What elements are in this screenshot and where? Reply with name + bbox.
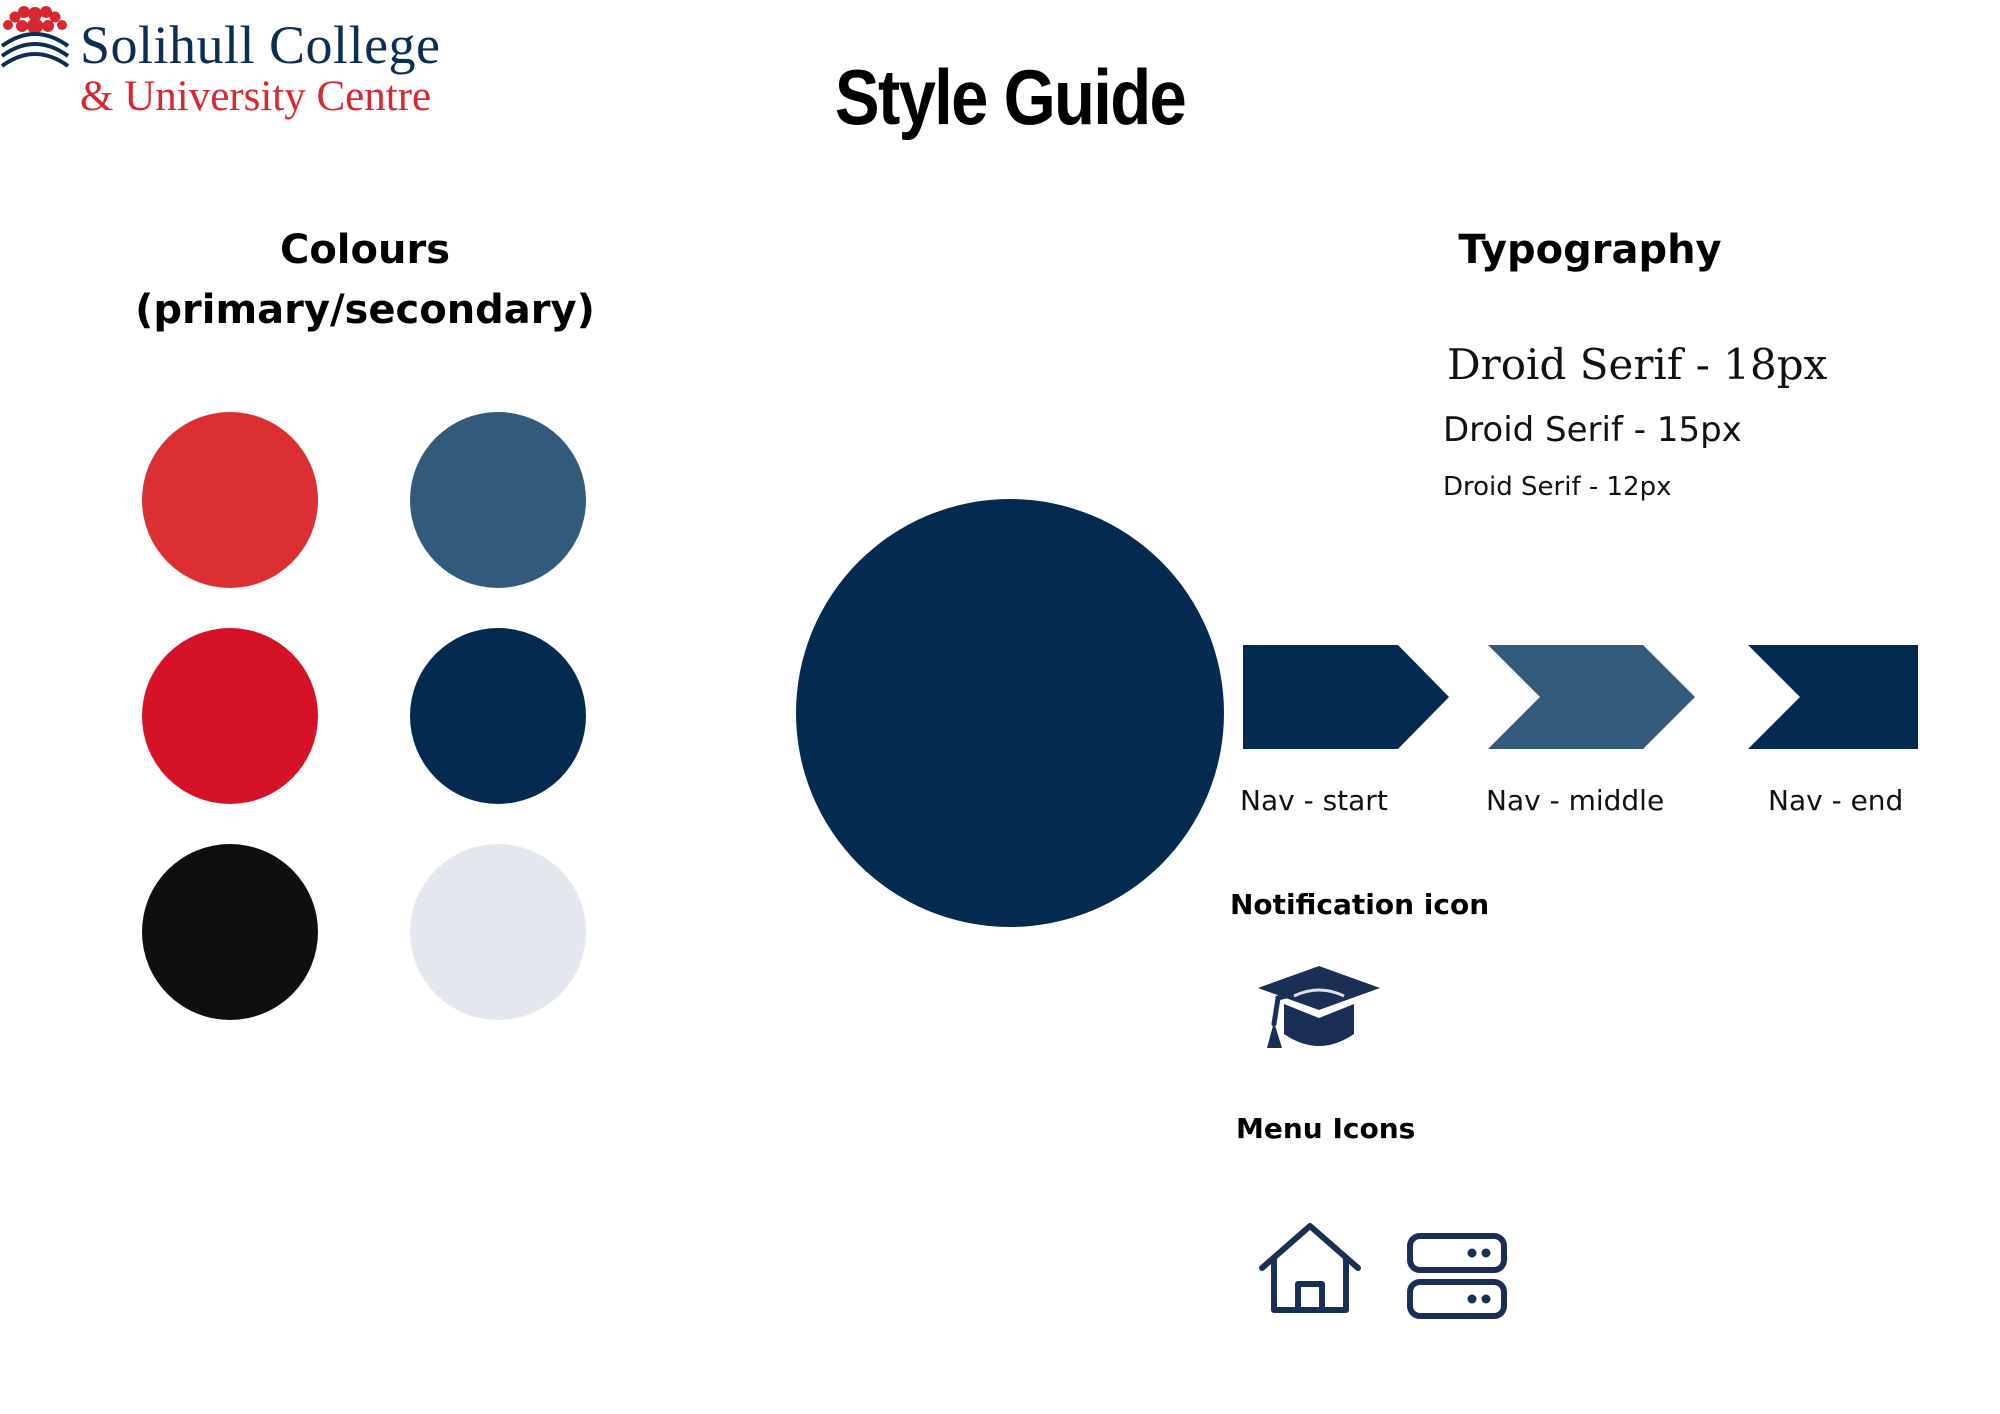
server-icon[interactable] [1406,1232,1508,1324]
college-logo [0,0,460,140]
swatch-light-grey [410,844,586,1020]
menu-icons-heading: Menu Icons [1236,1112,1416,1145]
notification-heading: Notification icon [1230,888,1490,921]
graduation-cap-icon[interactable] [1258,966,1380,1056]
colours-heading-line2: (primary/secondary) [135,287,595,333]
swatch-red-light [142,412,318,588]
page-title: Style Guide [834,53,1186,141]
colours-heading [110,220,620,340]
swatch-red-bright [142,628,318,804]
nav-start-shape[interactable] [1243,645,1451,750]
nav-middle-shape[interactable] [1488,645,1698,750]
nav-middle-label: Nav - middle [1486,784,1665,817]
colours-heading-line1: Colours [279,227,451,273]
nav-end-label: Nav - end [1768,784,1904,817]
typography-sample-18px: Droid Serif - 18px [1447,340,1828,389]
typography-heading: Typography [1458,227,1722,273]
typography-sample-15px: Droid Serif - 15px [1443,410,1742,450]
nav-end-shape[interactable] [1748,645,1920,750]
home-icon[interactable] [1258,1222,1362,1320]
typography-sample-12px: Droid Serif - 12px [1443,472,1672,502]
feature-circle [796,499,1224,927]
logo-name: Solihull College [80,15,441,75]
logo-emblem-icon [0,0,70,70]
nav-start-label: Nav - start [1240,784,1388,817]
swatch-blue-mid [410,412,586,588]
swatch-black [142,844,318,1020]
swatch-navy [410,628,586,804]
logo-subname: & University Centre [80,73,432,120]
